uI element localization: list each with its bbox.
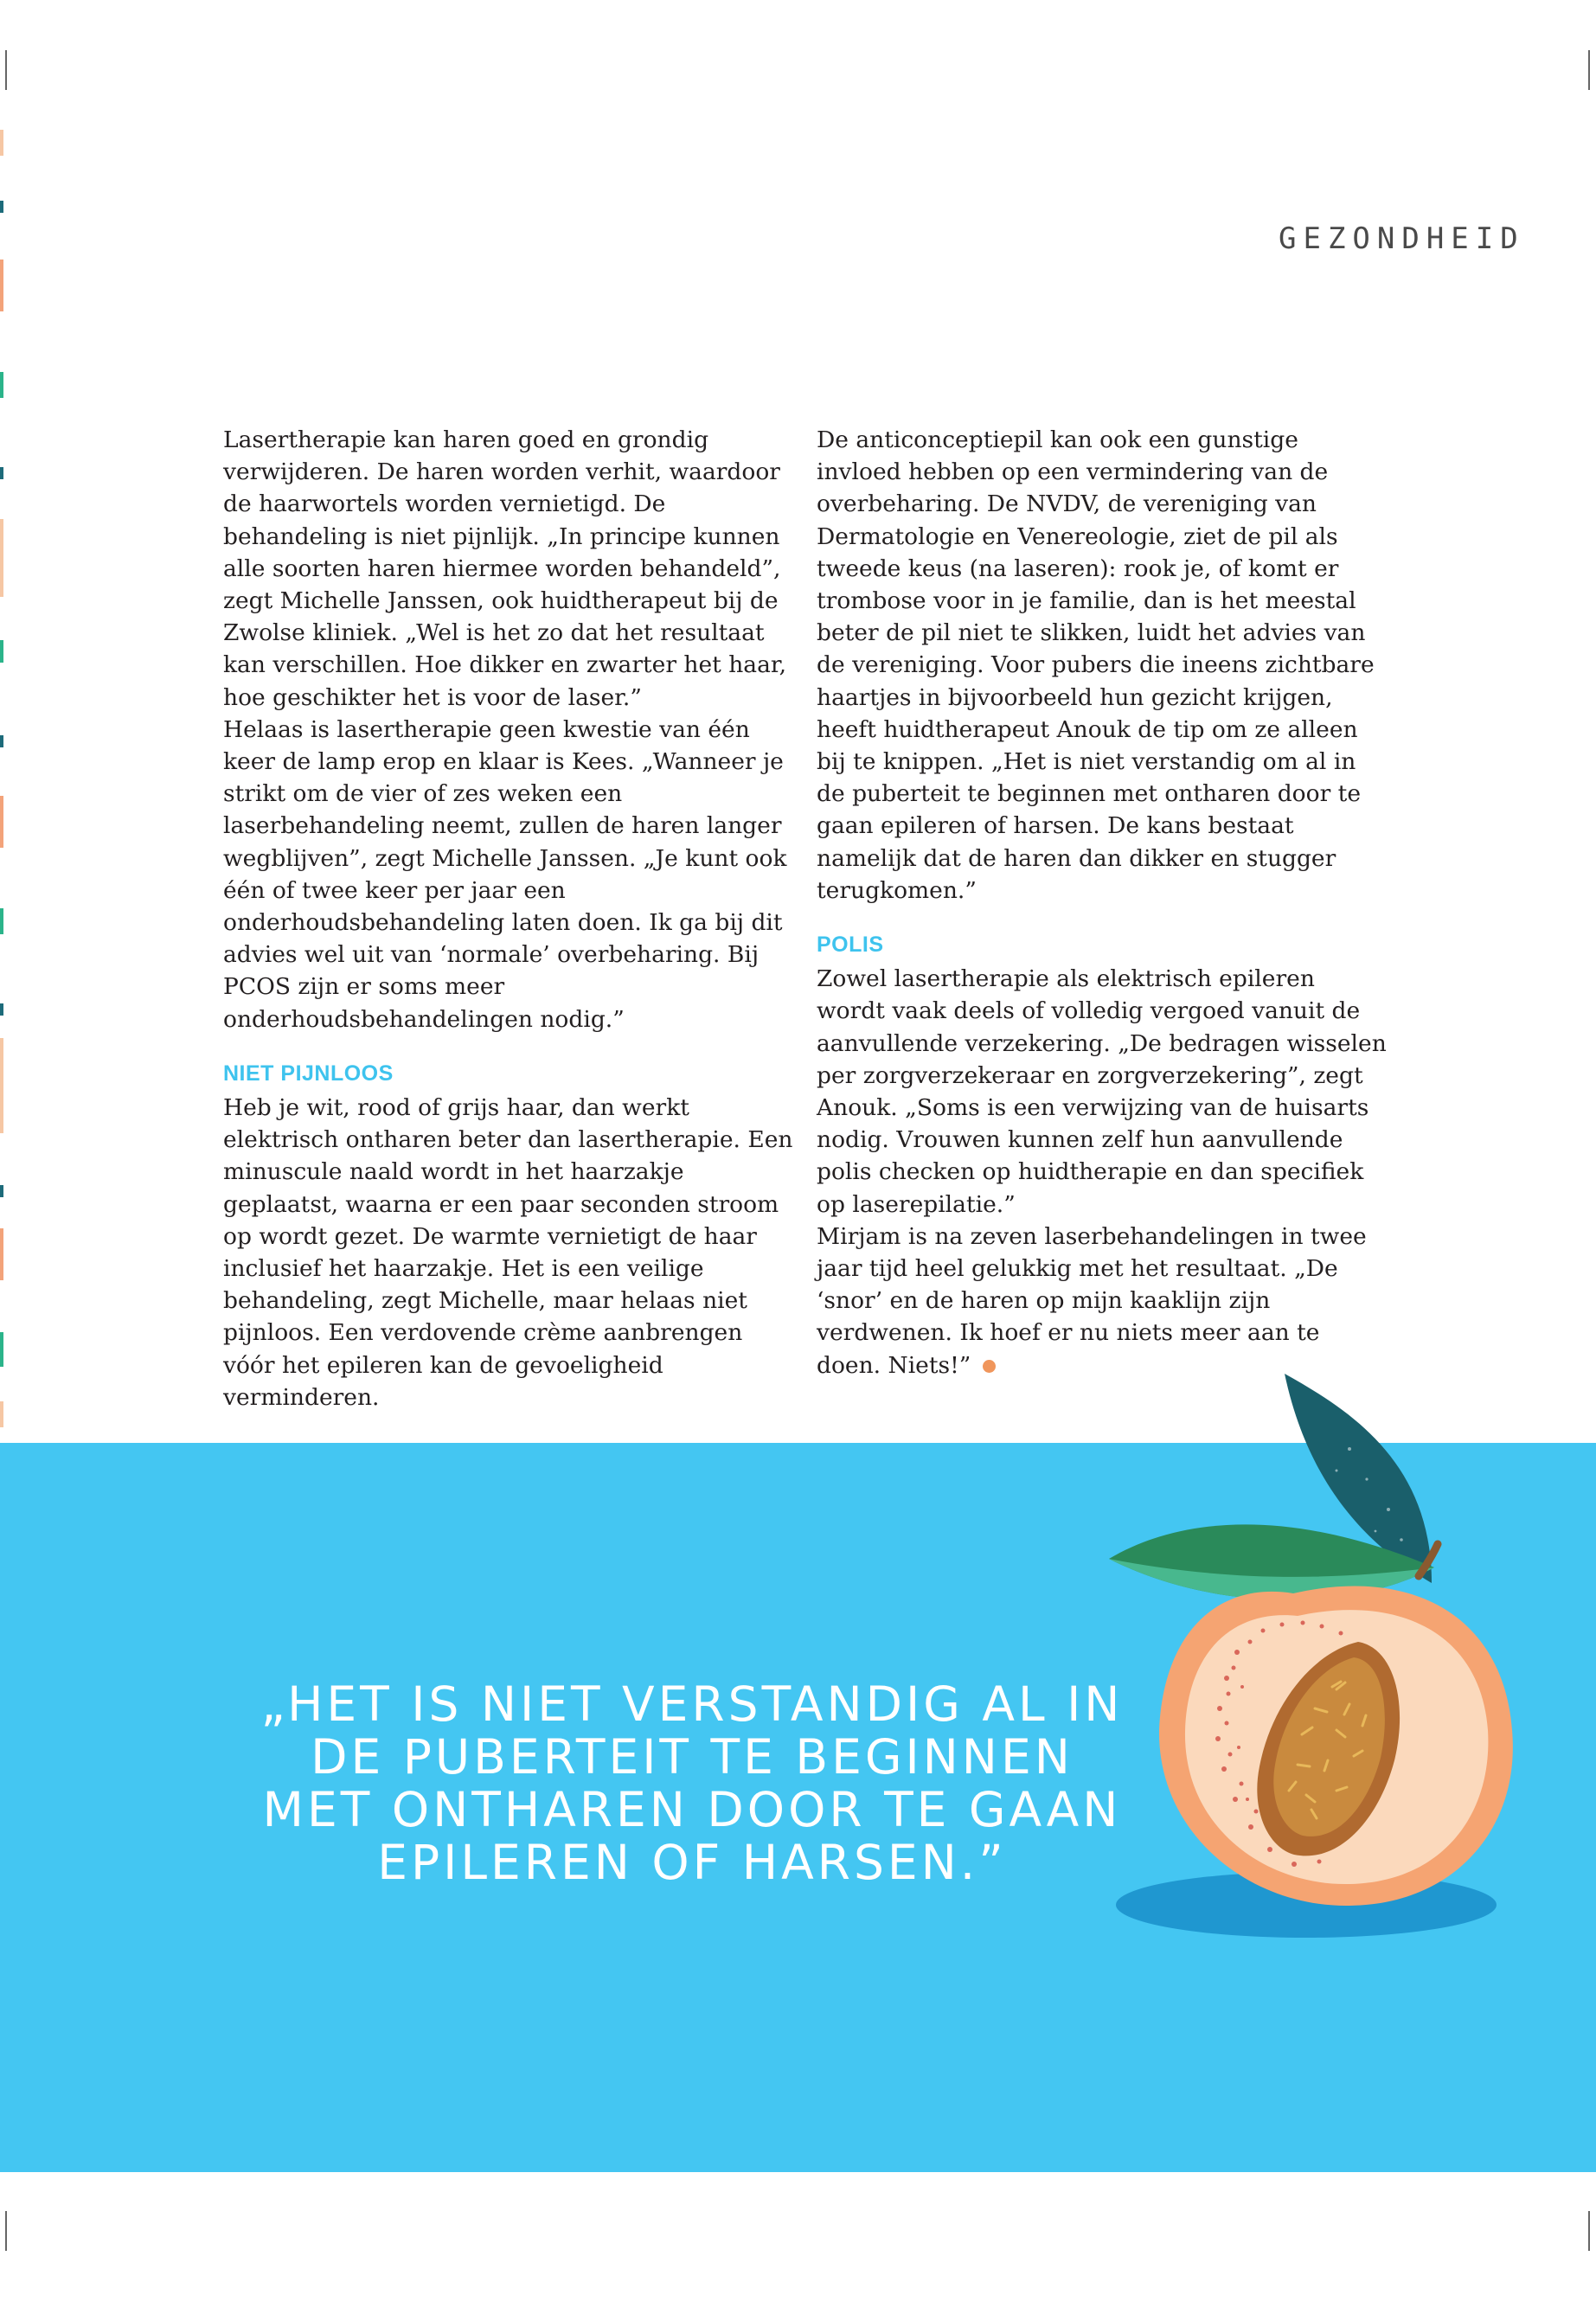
paragraph: Heb je wit, rood of grijs haar, dan werkt elektrisch ontharen beter dan lasertherapie. Een minuscule naald wordt in het haarzakje geplaatst, waarna er een paar seconden stroom op wordt gezet. De warmte vernietigt de haar inclusief het haarzakje. Het is een veilige behandeling, zegt Michelle, maar helaas niet pijnloos. Een verdovende crème aanbrengen vóór het epileren kan de gevoeligheid verminderen. — [223, 1094, 793, 1411]
pullquote — [216, 1678, 1168, 1889]
pullquote-line: EPILEREN OF HARSEN.” — [377, 1835, 1007, 1890]
peach-illustration — [1090, 1367, 1540, 1938]
paragraph: De anticonceptiepil kan ook een gunstige invloed hebben op een vermindering van de overbeharing. De NVDV, de vereniging van Dermatologie en Venereologie, ziet de pil als tweede keus (na laseren): rook je, of komt er trombose voor in je familie, dan is het meestal beter de pil niet te slikken, luidt het advies van de vereniging. Voor pubers die ineens zichtbare haartjes in bijvoorbeeld hun gezicht krijgen, heeft huidtherapeut Anouk de tip om ze alleen bij te knippen. „Het is niet verstandig om al in de puberteit te beginnen met ontharen door te gaan epileren of harsen. De kans bestaat namelijk dat de haren dan dikker en stugger terugkomen.” — [817, 426, 1375, 904]
end-of-article-dot — [983, 1360, 996, 1373]
pullquote-line: „HET IS NIET VERSTANDIG AL IN — [260, 1676, 1124, 1732]
section-label: GEZONDHEID — [1279, 221, 1525, 256]
subheading-polis: POLIS — [817, 933, 884, 958]
pullquote-line: DE PUBERTEIT TE BEGINNEN — [311, 1729, 1074, 1785]
paragraph: Lasertherapie kan haren goed en grondig verwijderen. De haren worden verhit, waardoor de haarwortels worden vernietigd. De behandeling is niet pijnlijk. „In principe kunnen alle soorten haren hiermee worden behandeld”, zegt Michelle Janssen, ook huidtherapeut bij de Zwolse kliniek. „Wel is het zo dat het resultaat kan verschillen. Hoe dikker en zwarter het haar, hoe geschikter het is voor de laser.” — [223, 426, 787, 711]
crop-mark — [1588, 50, 1590, 90]
pullquote-line: MET ONTHAREN DOOR TE GAAN — [262, 1782, 1122, 1837]
paragraph: Zowel lasertherapie als elektrisch epileren wordt vaak deels of volledig vergoed vanuit de aanvullende verzekering. „De bedragen wisselen per zorgverzekeraar en zorgverzekering”, zegt Anouk. „Soms is een verwijzing van de huisarts nodig. Vrouwen kunnen zelf hun aanvullende polis checken op huidtherapie en dan specifiek op laserepilatie.” — [817, 965, 1387, 1218]
subheading-niet-pijnloos: NIET PIJNLOOS — [223, 1061, 394, 1086]
paragraph: Helaas is lasertherapie geen kwestie van één keer de lamp erop en klaar is Kees. „Wanneer je strikt om de vier of zes weken een laserbehandeling neemt, zullen de haren langer wegblijven”, zegt Michelle Janssen. „Je kunt ook één of twee keer per jaar een onderhoudsbehandeling laten doen. Ik ga bij dit advies wel uit van ‘normale’ overbeharing. Bij PCOS zijn er soms meer onderhoudsbehandelingen nodig.” — [223, 715, 787, 1033]
crop-mark — [5, 50, 7, 90]
paragraph-final — [817, 1221, 1388, 1381]
article-column-right — [817, 424, 1388, 1381]
final-text: Mirjam is na zeven laserbehandelingen in twee jaar tijd heel gelukkig met het resultaat. „De ‘snor’ en de haren op mijn kaaklijn zijn verdwenen. Ik hoef er nu niets meer aan te doen. Niets!” — [817, 1222, 1367, 1379]
crop-mark — [5, 2211, 7, 2251]
crop-mark — [1588, 2211, 1590, 2251]
article-column-left — [223, 424, 794, 1413]
